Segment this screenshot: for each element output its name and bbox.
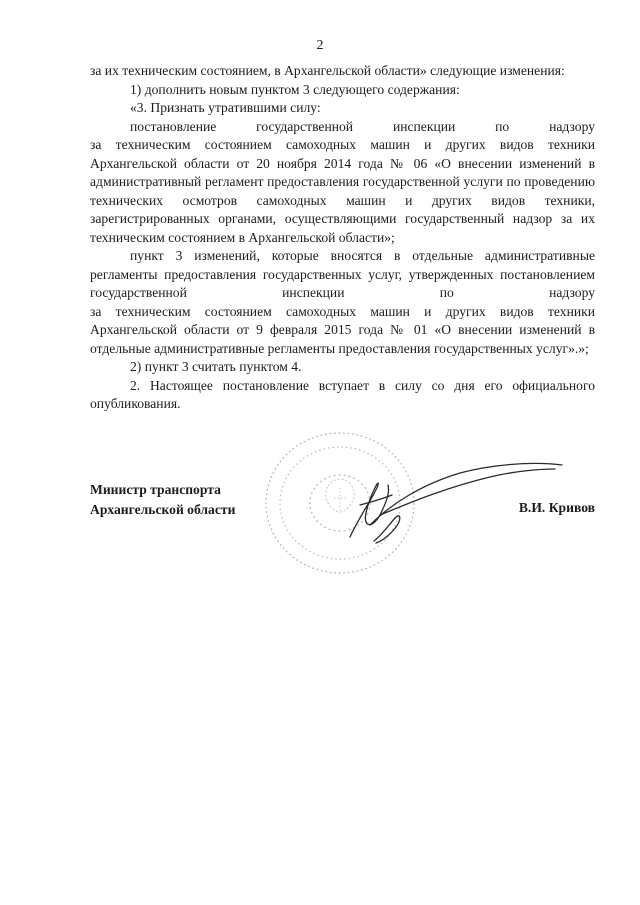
paragraph-resolution-2-body: за техническим состоянием самоходных машин и других видов техники Архангельской области от 9 февраля 2015 года № 01 «О внесении изменений в отдельные административные регламенты предоставления государственных услуг».»; — [90, 303, 595, 356]
signer-position — [90, 480, 235, 520]
signer-name: В.И. Кривов — [518, 500, 595, 515]
paragraph-resolution-1-body: за техническим состоянием самоходных машин и других видов техники Архангельской области от 20 ноября 2014 года № 06 «О внесении изменений в административный регламент предоставления государственной услуги по проведению технических осмотров самоходных машин и других видов техники, зарегистрированных органами, осуществляющими государственный надзор за их техническим состоянием в Архангельской области»; — [90, 137, 595, 245]
signer-position-line2: Архангельской области — [90, 502, 236, 517]
paragraph-resolution-2-start: пункт 3 изменений, которые вносятся в отдельные административные регламенты предоставления государственных услуг, утвержденных постановлением государственной инспекции по надзору — [90, 248, 595, 300]
paragraph-item-1: 1) дополнить новым пунктом 3 следующего содержания: — [130, 81, 460, 97]
paragraph-resolution-1-start: постановление государственной инспекции по надзору — [130, 118, 595, 134]
paragraph-effective-date: 2. Настоящее постановление вступает в силу со дня его официального опубликования. — [90, 377, 595, 411]
paragraph-item-2: 2) пункт 3 считать пунктом 4. — [130, 359, 302, 374]
paragraph-intro: за их техническим состоянием, в Архангельской области» следующие изменения: — [90, 63, 565, 78]
signer-position-line1: Министр транспорта — [90, 482, 221, 497]
paragraph-item-3-heading: «3. Признать утратившими силу: — [130, 100, 321, 115]
page-number: 2 — [316, 38, 324, 53]
document-body — [90, 62, 595, 414]
